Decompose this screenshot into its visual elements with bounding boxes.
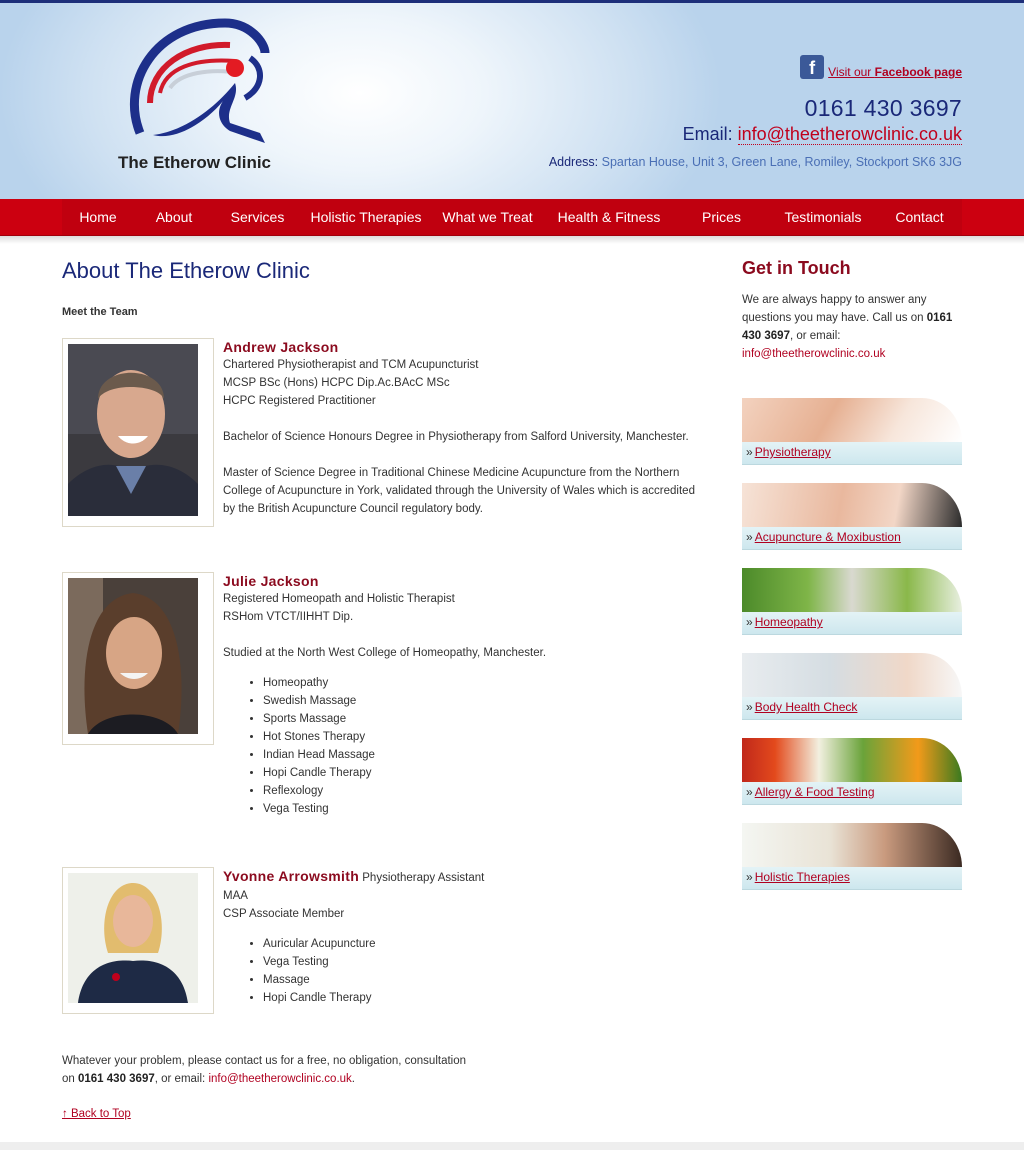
list-item: • Vega Testing [263, 800, 707, 818]
member-line: Chartered Physiotherapist and TCM Acupuncturist [223, 359, 479, 371]
main-nav [0, 199, 1024, 236]
skills-list [223, 674, 707, 818]
photo-frame [62, 867, 214, 1014]
tile-bar [742, 697, 962, 720]
list-item: • Swedish Massage [263, 692, 707, 710]
physiotherapy-image [742, 398, 962, 442]
list-item: • Auricular Acupuncture [263, 935, 707, 953]
member-name: Yvonne Arrowsmith [223, 868, 360, 884]
header-phone: 0161 430 3697 [804, 95, 962, 121]
list-item: • Hopi Candle Therapy [263, 989, 707, 1007]
member-role: Physiotherapy Assistant [359, 872, 485, 884]
nav-testimonials[interactable]: Testimonials [784, 209, 862, 225]
footer-phone: 0161 430 3697 [78, 1073, 155, 1085]
list-item: • Indian Head Massage [263, 746, 707, 764]
skills-list [223, 935, 707, 1007]
sidebar [742, 258, 962, 884]
section-label: Meet the Team [62, 306, 138, 318]
footer-on: on [62, 1073, 78, 1085]
header-address [549, 155, 962, 169]
facebook-link-label: Facebook page [874, 65, 962, 79]
nav-bar [62, 199, 962, 235]
photo-frame [62, 572, 214, 745]
email-label: Email: [682, 124, 738, 144]
member-paragraph: Bachelor of Science Honours Degree in Physiotherapy from Salford University, Manchester. [223, 431, 689, 443]
list-item: • Hopi Candle Therapy [263, 764, 707, 782]
facebook-icon[interactable]: f [800, 55, 824, 79]
nav-services[interactable]: Services [230, 209, 285, 225]
main-content [62, 258, 707, 1004]
list-item: • Sports Massage [263, 710, 707, 728]
sidebar-title: Get in Touch [742, 258, 851, 278]
member-paragraph: Master of Science Degree in Traditional Chinese Medicine Acupuncture from the Northern College of Acupuncture in York, validated through the University of Wales which is accredited by the British Acupuncture Council regulatory body. [223, 467, 695, 515]
allergy-food-image [742, 738, 962, 782]
member-line: HCPC Registered Practitioner [223, 395, 376, 407]
nav-health-fitness[interactable]: Health & Fitness [557, 209, 661, 225]
page-title: About The Etherow Clinic [62, 258, 310, 283]
address-label: Address: [548, 155, 602, 169]
member-line: MCSP BSc (Hons) HCPC Dip.Ac.BAcC MSc [223, 377, 450, 389]
nav-home[interactable]: Home [79, 209, 117, 225]
tile-acupuncture[interactable] [742, 483, 962, 549]
tile-label[interactable]: » Holistic Therapies [746, 870, 850, 884]
tile-label[interactable]: » Acupuncture & Moxibustion [746, 530, 901, 544]
sidebar-email-link[interactable]: info@theetherowclinic.co.uk [742, 348, 886, 360]
member-heading [223, 867, 707, 887]
member-line: CSP Associate Member [223, 908, 345, 920]
tile-label[interactable]: » Body Health Check [746, 700, 857, 714]
tile-bar [742, 527, 962, 550]
facebook-link[interactable] [828, 65, 962, 79]
member-line: MAA [223, 890, 248, 902]
contact-footer-text [62, 1052, 562, 1088]
sidebar-text [742, 291, 962, 363]
footer-email-label: , or email: [154, 1073, 209, 1085]
member-name: Julie Jackson [223, 573, 319, 589]
footer-end: . [351, 1073, 355, 1085]
tile-bar [742, 782, 962, 805]
list-item: • Hot Stones Therapy [263, 728, 707, 746]
tile-physiotherapy[interactable] [742, 398, 962, 464]
member-info [223, 867, 707, 1007]
logo-text: The Etherow Clinic [118, 153, 272, 172]
tile-body-health-check[interactable] [742, 653, 962, 719]
list-item: • Homeopathy [263, 674, 707, 692]
header-email-link[interactable]: info@theetherowclinic.co.uk [737, 124, 962, 144]
holistic-therapies-image [742, 823, 962, 867]
tile-homeopathy[interactable] [742, 568, 962, 634]
tile-holistic-therapies[interactable] [742, 823, 962, 889]
facebook-link-block[interactable] [800, 55, 962, 79]
tile-bar [742, 612, 962, 635]
sidebar-email-label: , or email: [789, 330, 841, 342]
header-email-line [683, 124, 962, 145]
homeopathy-image [742, 568, 962, 612]
tile-label[interactable]: » Physiotherapy [746, 445, 831, 459]
tile-allergy-food-testing[interactable] [742, 738, 962, 804]
member-name: Andrew Jackson [223, 339, 339, 355]
nav-holistic-therapies[interactable]: Holistic Therapies [310, 209, 422, 225]
sidebar-phone: 0161 430 3697 [742, 312, 953, 342]
member-paragraph: Studied at the North West College of Homeopathy, Manchester. [223, 647, 547, 659]
page-bottom-bar [0, 1142, 1024, 1150]
member-info [223, 572, 707, 818]
acupuncture-image [742, 483, 962, 527]
tile-label[interactable]: » Homeopathy [746, 615, 823, 629]
sidebar-intro: We are always happy to answer any questions you may have. Call us on [742, 294, 927, 324]
footer-line: Whatever your problem, please contact us for a free, no obligation, consultation [62, 1055, 467, 1067]
member-line: RSHom VTCT/IIHHT Dip. [223, 611, 354, 623]
footer-email-link[interactable]: info@theetherowclinic.co.uk [208, 1073, 352, 1085]
nav-what-we-treat[interactable]: What we Treat [442, 209, 533, 225]
facebook-prefix: Visit our [828, 65, 875, 79]
nav-shadow [0, 236, 1024, 244]
list-item: • Massage [263, 971, 707, 989]
list-item: • Reflexology [263, 782, 707, 800]
tile-bar [742, 867, 962, 890]
andrew-photo [68, 344, 198, 516]
member-line: Registered Homeopath and Holistic Therapist [223, 593, 455, 605]
body-health-check-image [742, 653, 962, 697]
back-to-top-link[interactable]: ↑ Back to Top [62, 1108, 131, 1120]
list-item: • Vega Testing [263, 953, 707, 971]
yvonne-photo [68, 873, 198, 1003]
site-header [0, 3, 1024, 199]
nav-about[interactable]: About [155, 209, 193, 225]
julie-photo [68, 578, 198, 734]
member-info [223, 338, 707, 518]
tile-label[interactable]: » Allergy & Food Testing [746, 785, 875, 799]
tile-bar [742, 442, 962, 465]
address-text: Spartan House, Unit 3, Green Lane, Romiley, Stockport SK6 3JG [601, 155, 962, 169]
photo-frame [62, 338, 214, 527]
nav-contact[interactable]: Contact [895, 209, 944, 225]
nav-prices[interactable]: Prices [702, 209, 741, 225]
